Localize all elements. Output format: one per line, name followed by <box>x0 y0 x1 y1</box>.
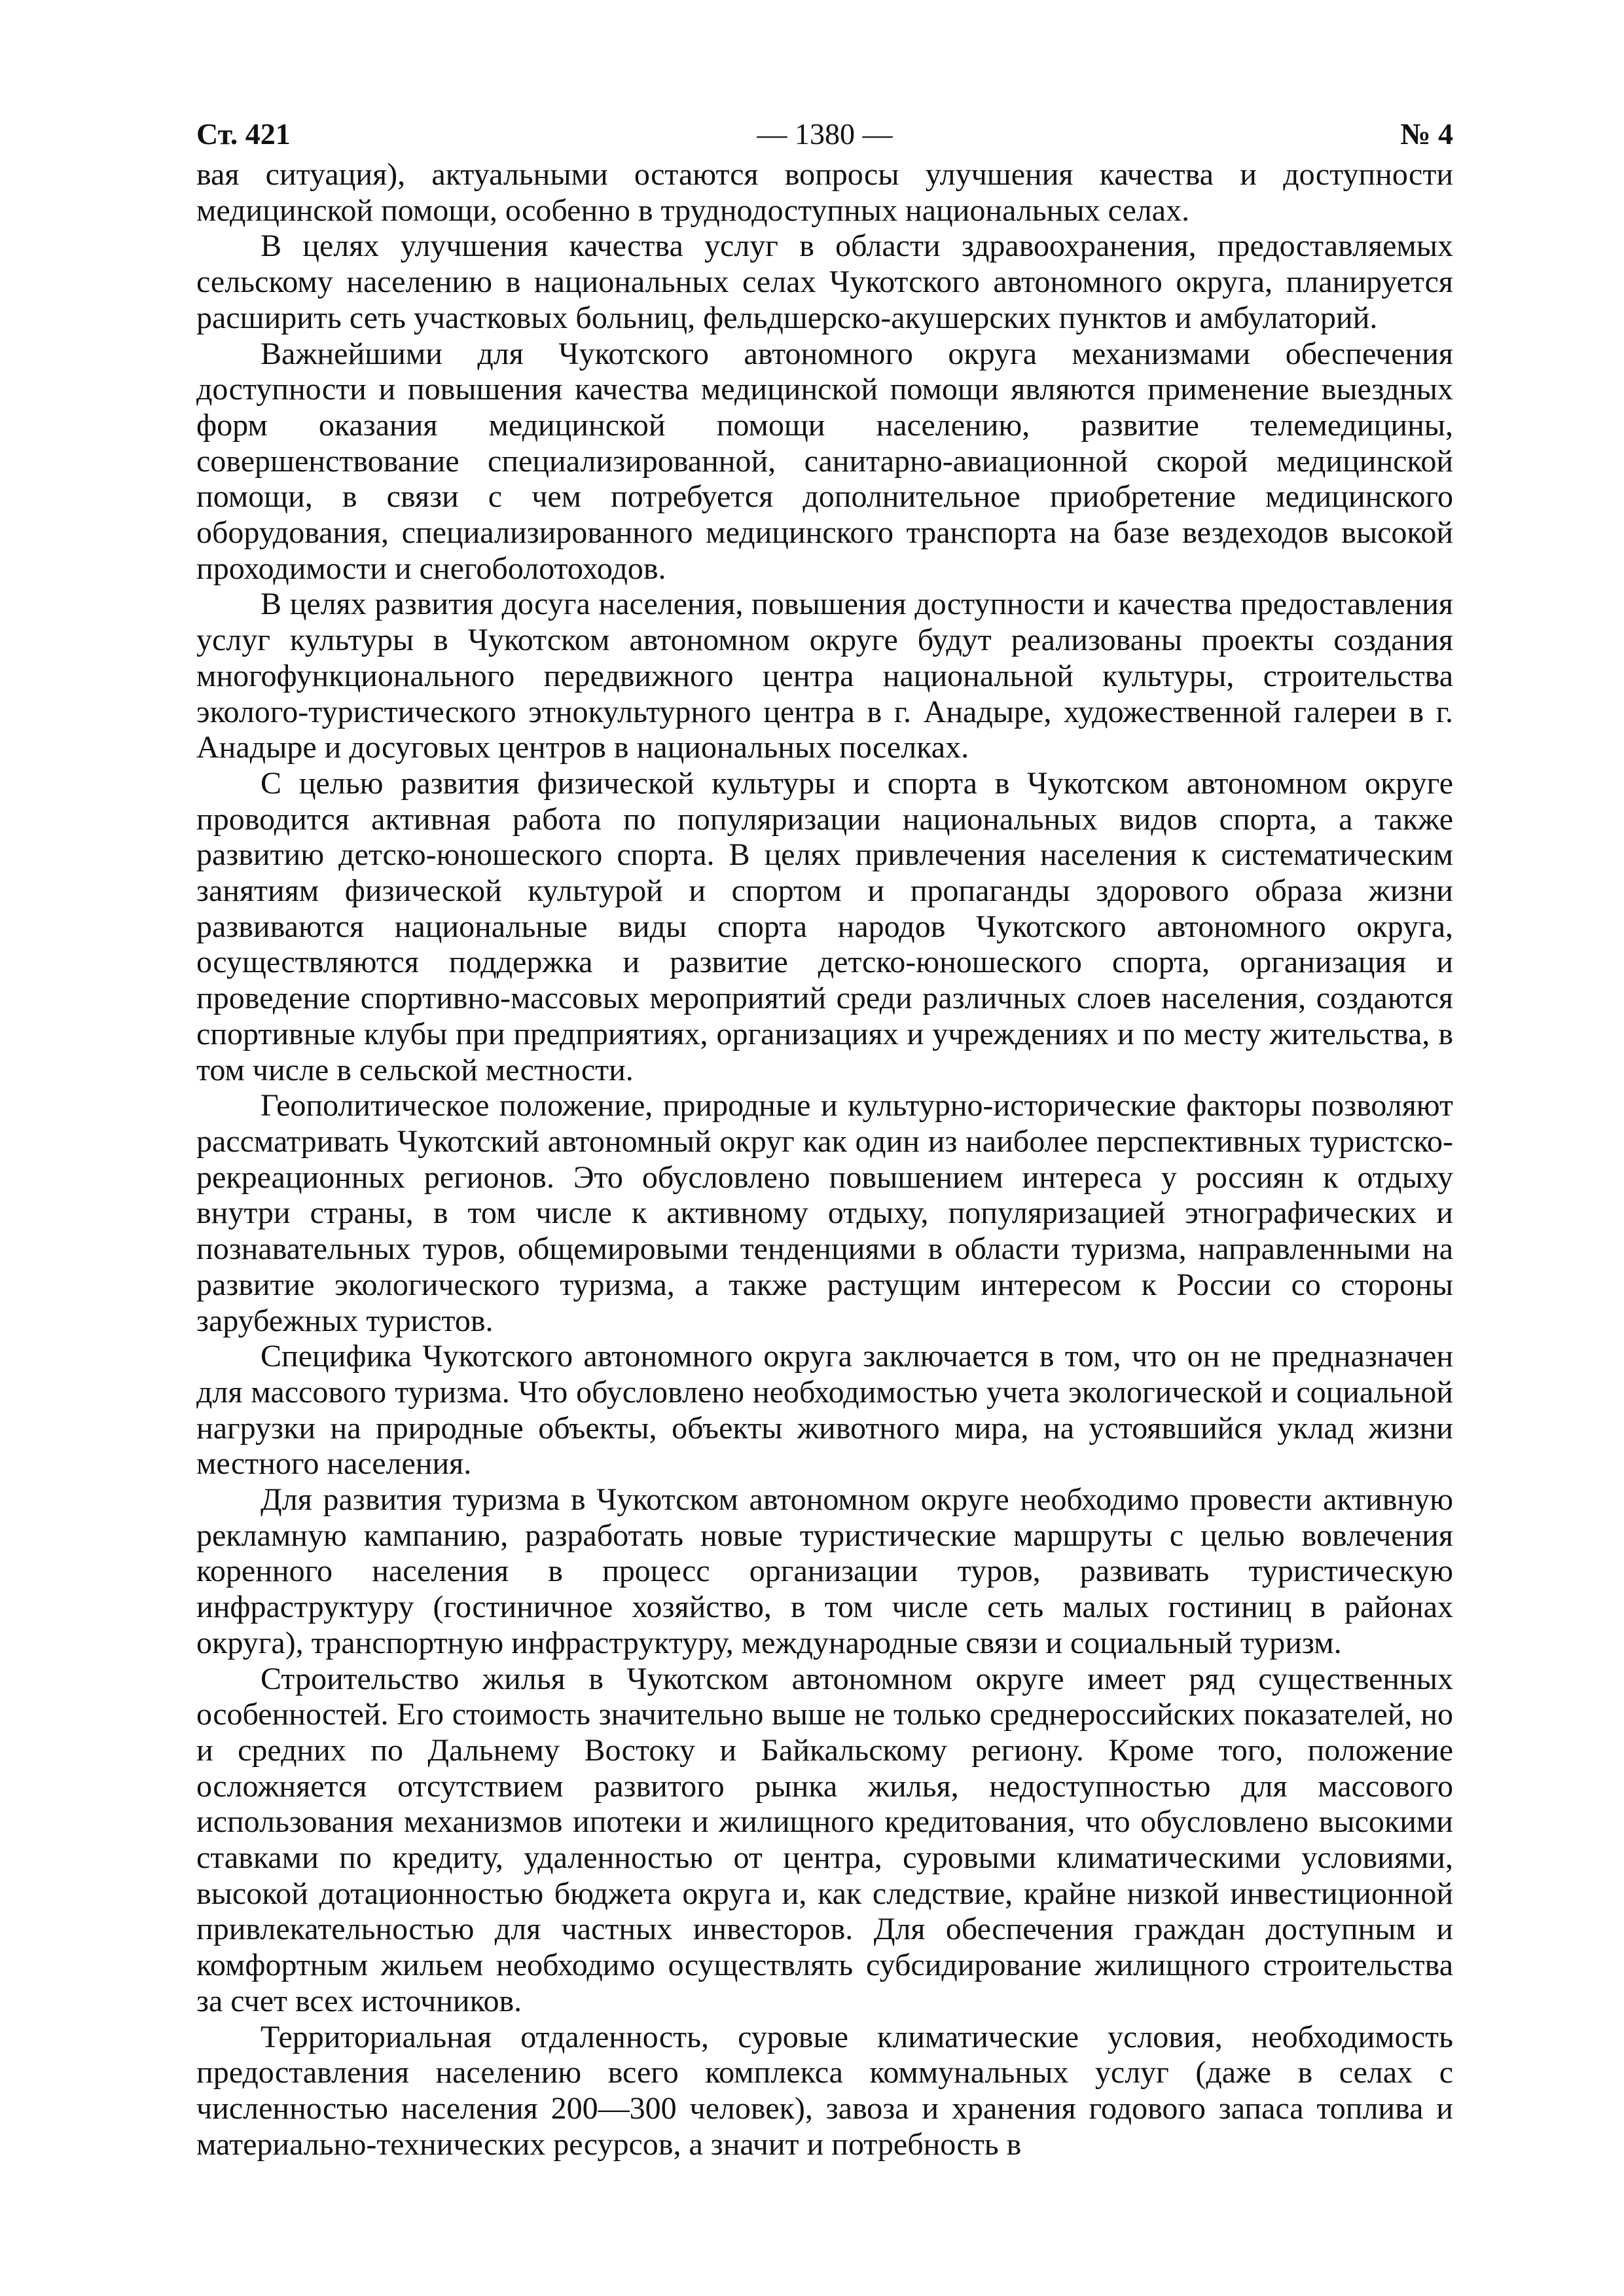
paragraph-housing: Строительство жилья в Чукотском автономном округе имеет ряд существенных особенностей. Его стоимость значительно выше не только среднероссийских показателей, но и средних по Дальнему Востоку и Байкальскому региону. Кроме того, положение осложняется отсутствием развитого рынка жилья, недоступностью для массового использования механизмов ипотеки и жилищного кредитования, что обусловлено высокими ставками по кредиту, удаленностью от центра, суровыми климатическими условиями, высокой дотационностью бюджета округа и, как следствие, крайне низкой инвестиционной привлекательностью для частных инвесторов. Для обеспечения граждан доступным и комфортным жильем необходимо осуществлять субсидирование жилищного строительства за счет всех источников. <box>196 1661 1453 2018</box>
paragraph-continuation: вая ситуация), актуальными остаются вопросы улучшения качества и доступности медицинской помощи, особенно в труднодоступных национальных селах. <box>196 157 1453 228</box>
paragraph-culture: В целях развития досуга населения, повышения доступности и качества предоставления услуг культуры в Чукотском автономном округе будут реализованы проекты создания многофункционального передвижного центра национальной культуры, строительства эколого-туристического этнокультурного центра в г. Анадыре, художественной галереи в г. Анадыре и досуговых центров в национальных поселках. <box>196 587 1453 765</box>
paragraph-tourism-geopolitics: Геополитическое положение, природные и культурно-исторические факторы позволяют рассматривать Чукотский автономный округ как один из наиболее перспективных туристско-рекреационных регионов. Это обусловлено повышением интереса у россиян к отдыху внутри страны, в том числе к активному отдыху, популяризацией этнографических и познавательных туров, общемировыми тенденциями в области туризма, направленными на развитие экологического туризма, а также растущим интересом к России со стороны зарубежных туристов. <box>196 1088 1453 1338</box>
paragraph-medical-mechanisms: Важнейшими для Чукотского автономного округа механизмами обеспечения доступности и повышения качества медицинской помощи являются применение выездных форм оказания медицинской помощи населению, развитие телемедицины, совершенствование специализированной, санитарно-авиационной скорой медицинской помощи, в связи с чем потребуется дополнительное приобретение медицинского оборудования, специализированного медицинского транспорта на базе вездеходов высокой проходимости и снегоболотоходов. <box>196 336 1453 586</box>
issue-number: № 4 <box>1400 117 1453 151</box>
paragraph-tourism-development: Для развития туризма в Чукотском автономном округе необходимо провести активную рекламную кампанию, разработать новые туристические маршруты с целью вовлечения коренного населения в процесс организации туров, развивать туристическую инфраструктуру (гостиничное хозяйство, в том числе сеть малых гостиниц в районах округа), транспортную инфраструктуру, международные связи и социальный туризм. <box>196 1482 1453 1660</box>
page-header <box>196 111 1453 157</box>
paragraph-sport: С целью развития физической культуры и спорта в Чукотском автономном округе проводится активная работа по популяризации национальных видов спорта, а также развитию детско-юношеского спорта. В целях привлечения населения к систематическим занятиям физической культурой и спортом и пропаганды здорового образа жизни развиваются национальные виды спорта народов Чукотского автономного округа, осуществляются поддержка и развитие детско-юношеского спорта, организация и проведение спортивно-массовых мероприятий среди различных слоев населения, создаются спортивные клубы при предприятиях, организациях и учреждениях и по месту жительства, в том числе в сельской местности. <box>196 765 1453 1087</box>
document-page <box>196 111 1453 2162</box>
document-body <box>196 157 1453 2162</box>
page-number: — 1380 — <box>757 117 893 151</box>
article-number: Ст. 421 <box>196 117 291 151</box>
paragraph-healthcare-network: В целях улучшения качества услуг в области здравоохранения, предоставляемых сельскому населению в национальных селах Чукотского автономного округа, планируется расширить сеть участковых больниц, фельдшерско-акушерских пунктов и амбулаторий. <box>196 228 1453 335</box>
paragraph-territorial-remoteness: Территориальная отдаленность, суровые климатические условия, необходимость предоставления населению всего комплекса коммунальных услуг (даже в селах с численностью населения 200—300 человек), завоза и хранения годового запаса топлива и материально-технических ресурсов, а значит и потребность в <box>196 2019 1453 2162</box>
paragraph-tourism-specifics: Специфика Чукотского автономного округа заключается в том, что он не предназначен для массового туризма. Что обусловлено необходимостью учета экологической и социальной нагрузки на природные объекты, объекты животного мира, на устоявшийся уклад жизни местного населения. <box>196 1339 1453 1482</box>
